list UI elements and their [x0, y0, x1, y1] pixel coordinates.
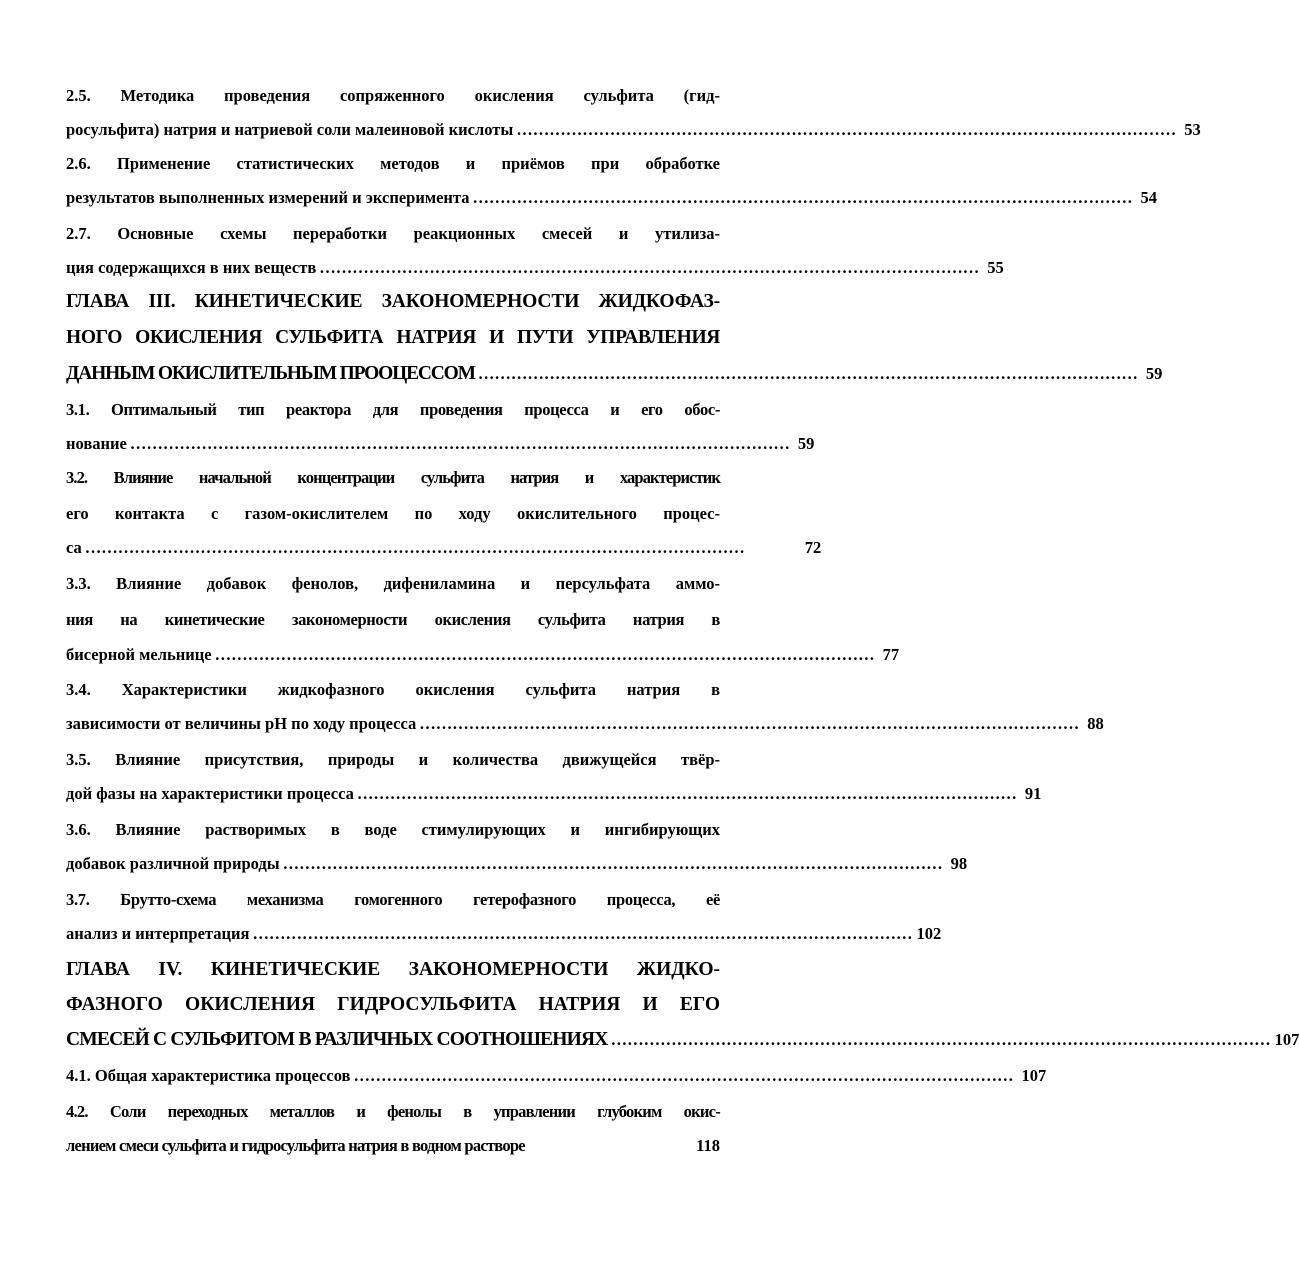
chapter-4-line3-text: СМЕСЕЙ С СУЛЬФИТОМ В РАЗЛИЧНЫХ СООТНОШЕНИЯХ [66, 1029, 608, 1050]
leader-dots: ………………………………………………………………………………………………………… [472, 188, 1133, 207]
toc-3-2-page: 72 [804, 538, 822, 557]
toc-2-5-line2-text: росульфита) натрия и натриевой соли малеиновой кислоты [66, 120, 514, 139]
toc-3-7-page: 102 [916, 924, 942, 943]
toc-3-3-line1: 3.3. Влияние добавок фенолов, дифениламина и персульфата аммо- [66, 574, 720, 593]
toc-4-2-line2 [66, 1136, 720, 1156]
toc-3-5-line2-text: дой фазы на характеристики процесса [66, 784, 354, 803]
toc-4-2-line2-text: лением смеси сульфита и гидросульфита натрия в водном растворе [66, 1136, 525, 1155]
chapter-4-line2: ФАЗНОГО ОКИСЛЕНИЯ ГИДРОСУЛЬФИТА НАТРИЯ И ЕГО [66, 994, 720, 1015]
leader-dots: ………………………………………………………………………………………………………… [516, 120, 1177, 139]
leader-dots: ………………………………………………………………………………………………………… [282, 854, 943, 873]
leader-dots: ………………………………………………………………………………………………………… [252, 924, 913, 943]
toc-3-3-line3-text: бисерной мельнице [66, 645, 212, 664]
toc-3-1-line2 [66, 434, 815, 454]
leader-dots: ………………………………………………………………………………………………………… [477, 364, 1138, 383]
toc-4-1-page: 107 [1021, 1066, 1047, 1085]
chapter-3-line2: НОГО ОКИСЛЕНИЯ СУЛЬФИТА НАТРИЯ И ПУТИ УПРАВЛЕНИЯ [66, 327, 720, 348]
chapter-3-line3 [66, 362, 1163, 386]
toc-2-7-page: 55 [987, 258, 1004, 277]
toc-3-1-line1: 3.1. Оптимальный тип реактора для проведения процесса и его обос- [66, 400, 720, 419]
toc-3-1-page: 59 [797, 434, 815, 453]
leader-dots: ………………………………………………………………………………………………………… [356, 784, 1017, 803]
toc-3-5-line2 [66, 784, 1042, 804]
toc-2-7-line1: 2.7. Основные схемы переработки реакционных смесей и утилиза- [66, 224, 720, 243]
toc-4-1-line1-text: 4.1. Общая характеристика процессов [66, 1066, 351, 1085]
leader-dots: ………………………………………………………………………………………………………… [319, 258, 980, 277]
toc-3-6-page: 98 [950, 854, 968, 873]
leader-dots: ………………………………………………………………………………………………………… [214, 645, 875, 664]
toc-3-4-line2-text: зависимости от величины pH по ходу процесса [66, 714, 417, 733]
toc-2-7-line2 [66, 258, 1004, 278]
leader-dots: ………………………………………………………………………………………………………… [610, 1030, 1271, 1049]
toc-3-3-line3 [66, 645, 900, 665]
toc-3-4-page: 88 [1087, 714, 1104, 733]
toc-4-1-line1 [66, 1066, 1047, 1086]
toc-3-4-line2 [66, 714, 1104, 734]
toc-3-7-line2 [66, 924, 942, 944]
toc-3-3-page: 77 [882, 645, 900, 664]
toc-3-2-line3-text: са [66, 538, 82, 557]
leader-dots: ………………………………………………………………………………………………………… [419, 714, 1080, 733]
toc-2-5-line2 [66, 120, 1201, 140]
toc-2-6-line1: 2.6. Применение статистических методов и приёмов при обработке [66, 154, 720, 173]
toc-3-7-line1: 3.7. Брутто-схема механизма гомогенного гетерофазного процесса, её [66, 890, 720, 909]
toc-3-6-line2-text: добавок различной природы [66, 854, 280, 873]
toc-2-5-page: 53 [1184, 120, 1201, 139]
toc-3-6-line1: 3.6. Влияние растворимых в воде стимулирующих и ингибирующих [66, 820, 720, 839]
toc-3-6-line2 [66, 854, 968, 874]
chapter-3-line3-text: ДАННЫМ ОКИСЛИТЕЛЬНЫМ ПРООЦЕССОМ [66, 363, 475, 384]
toc-3-7-line2-text: анализ и интерпретация [66, 924, 250, 943]
chapter-4-line1: ГЛАВА IV. КИНЕТИЧЕСКИЕ ЗАКОНОМЕРНОСТИ ЖИДКО- [66, 959, 720, 980]
toc-2-6-line2 [66, 188, 1157, 208]
toc-3-5-page: 91 [1024, 784, 1042, 803]
toc-2-6-line2-text: результатов выполненных измерений и эксперимента [66, 188, 470, 207]
toc-3-3-line2: ния на кинетические закономерности окисления сульфита натрия в [66, 610, 720, 629]
chapter-4-page: 107 [1274, 1030, 1299, 1049]
toc-4-2-page: 118 [696, 1136, 720, 1155]
leader-dots: ………………………………………………………………………………………………………… [84, 538, 745, 557]
leader-dots: ………………………………………………………………………………………………………… [129, 434, 790, 453]
toc-2-7-line2-text: ция содержащихся в них веществ [66, 258, 317, 277]
leader-dots: ………………………………………………………………………………………………………… [353, 1066, 1014, 1085]
toc-4-2-line1: 4.2. Соли переходных металлов и фенолы в управлении глубоким окис- [66, 1102, 720, 1121]
toc-2-5-line1: 2.5. Методика проведения сопряженного окисления сульфита (гид- [66, 86, 720, 105]
toc-3-5-line1: 3.5. Влияние присутствия, природы и количества движущейся твёр- [66, 750, 720, 769]
toc-3-2-line1: 3.2. Влияние начальной концентрации сульфита натрия и характеристик [66, 468, 720, 487]
chapter-4-line3 [66, 1028, 1299, 1052]
chapter-3-line1: ГЛАВА III. КИНЕТИЧЕСКИЕ ЗАКОНОМЕРНОСТИ ЖИДКОФАЗ- [66, 291, 720, 312]
toc-3-2-line2: его контакта с газом-окислителем по ходу окислительного процес- [66, 504, 720, 523]
chapter-3-page: 59 [1145, 364, 1163, 383]
toc-3-4-line1: 3.4. Характеристики жидкофазного окисления сульфита натрия в [66, 680, 720, 699]
toc-3-1-line2-text: нование [66, 434, 127, 453]
toc-2-6-page: 54 [1140, 188, 1157, 207]
toc-3-2-line3 [66, 538, 822, 558]
